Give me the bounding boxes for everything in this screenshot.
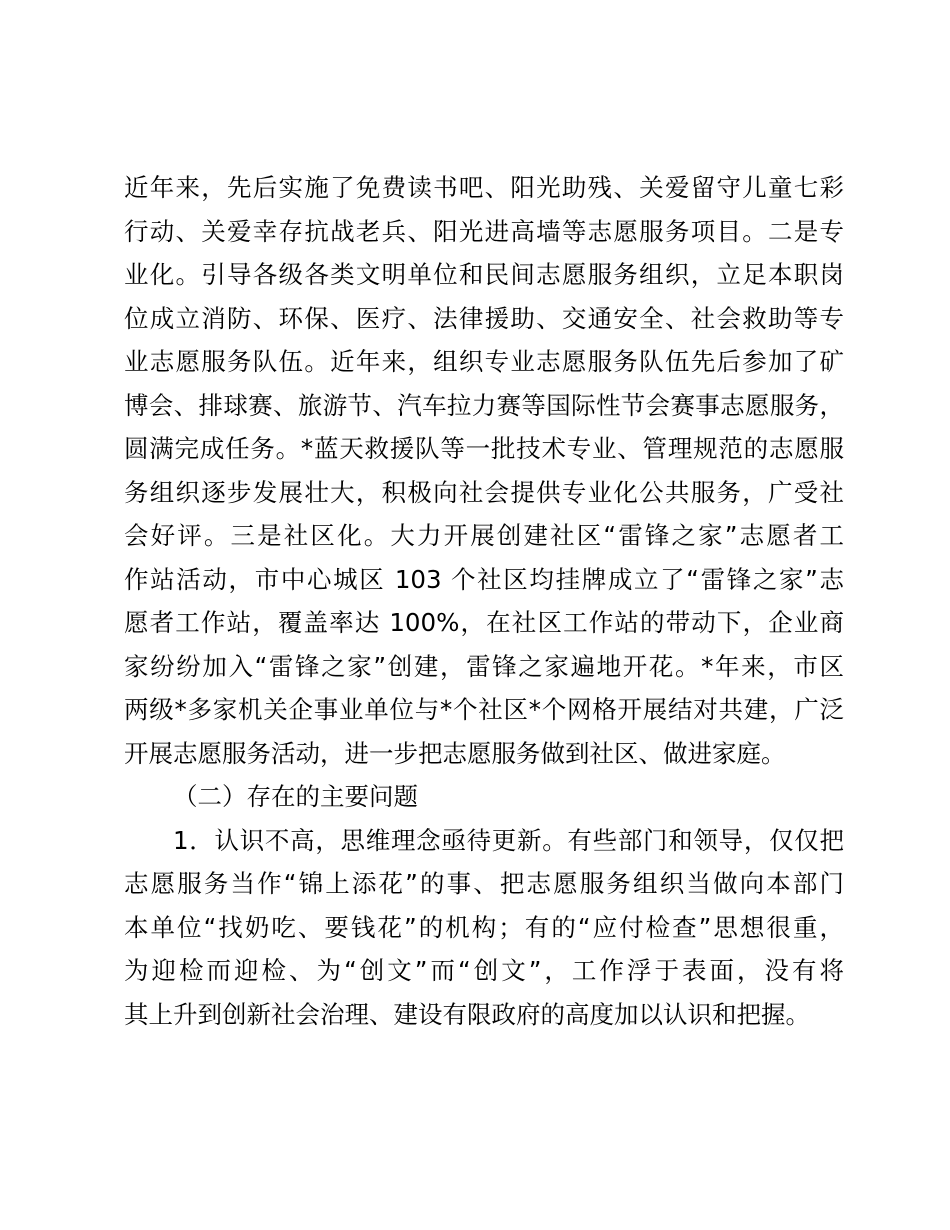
paragraph-line: 务组织逐步发展壮大，积极向社会提供专业化公共服务，广受社 bbox=[124, 477, 844, 507]
paragraph-main-problems bbox=[124, 819, 844, 1037]
paragraph-volunteer-service-overview bbox=[124, 166, 844, 775]
paragraph-line: 为迎检而迎检、为“创文”而“创文”，工作浮于表面，没有将 bbox=[124, 956, 844, 985]
paragraph-line: 博会、排球赛、旅游节、汽车拉力赛等国际性节会赛事志愿服务， bbox=[124, 390, 844, 420]
paragraph-line: 会好评。三是社区化。大力开展创建社区“雷锋之家”志愿者工 bbox=[124, 521, 844, 550]
paragraph-line: 位成立消防、环保、医疗、法律援助、交通安全、社会救助等专 bbox=[124, 303, 844, 333]
paragraph-line: 其上升到创新社会治理、建设有限政府的高度加以认识和把握。 bbox=[124, 999, 810, 1029]
paragraph-line: 作站活动，市中心城区 103 个社区均挂牌成立了“雷锋之家”志 bbox=[124, 564, 844, 594]
paragraph-line: 志愿服务当作“锦上添花”的事、把志愿服务组织当做向本部门 bbox=[124, 869, 844, 898]
paragraph-line: 圆满完成任务。*蓝天救援队等一批技术专业、管理规范的志愿服 bbox=[124, 434, 844, 463]
section-heading: （二）存在的主要问题 bbox=[173, 782, 418, 811]
paragraph-line: 两级*多家机关企事业单位与*个社区*个网格开展结对共建，广泛 bbox=[124, 695, 844, 724]
paragraph-line: 愿者工作站，覆盖率达 100%，在社区工作站的带动下，企业商 bbox=[124, 608, 844, 637]
paragraph-line: 本单位“找奶吃、要钱花”的机构；有的“应付检查”思想很重， bbox=[124, 912, 844, 942]
paragraph-line: 开展志愿服务活动，进一步把志愿服务做到社区、做进家庭。 bbox=[124, 738, 786, 768]
paragraph-line: 家纷纷加入“雷锋之家”创建，雷锋之家遍地开花。*年来，市区 bbox=[124, 651, 844, 681]
paragraph-line: 业化。引导各级各类文明单位和民间志愿服务组织，立足本职岗 bbox=[124, 260, 844, 289]
paragraph-line: 行动、关爱幸存抗战老兵、阳光进高墙等志愿服务项目。二是专 bbox=[124, 216, 844, 246]
document-body bbox=[124, 166, 844, 1036]
paragraph-line: 业志愿服务队伍。近年来，组织专业志愿服务队伍先后参加了矿 bbox=[124, 347, 844, 376]
paragraph-line: 1．认识不高，思维理念亟待更新。有些部门和领导，仅仅把 bbox=[173, 825, 844, 855]
paragraph-line: 近年来，先后实施了免费读书吧、阳光助残、关爱留守儿童七彩 bbox=[124, 173, 844, 202]
